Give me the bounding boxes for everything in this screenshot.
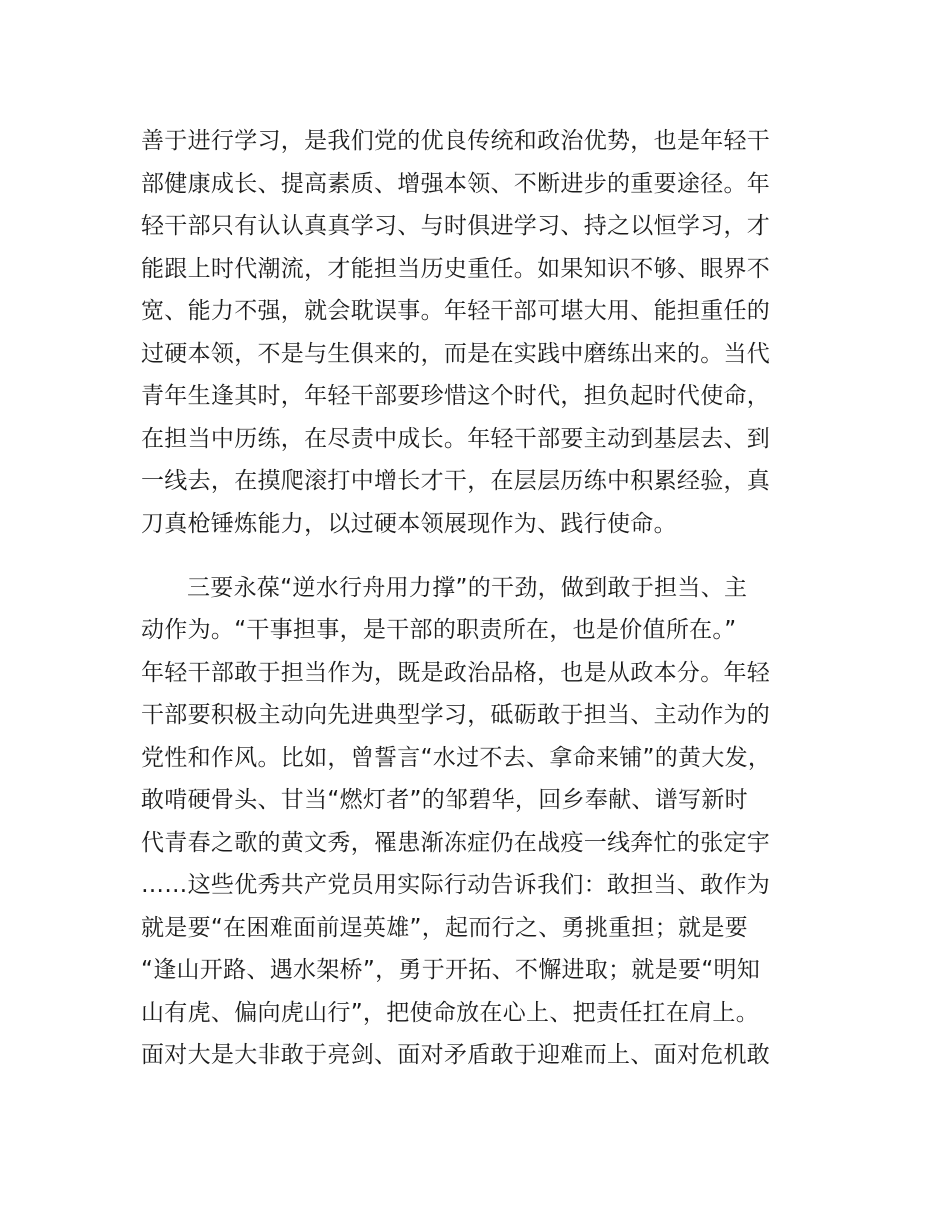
text-line: 三要永葆“逆水行舟用力撑”的干劲，做到敢于担当、主 [187, 575, 748, 601]
text-line: 党性和作风。比如，曾誓言“水过不去、拿命来铺”的黄大发， [141, 745, 772, 771]
text-line: 善于进行学习，是我们党的优良传统和政治优势，也是年轻干 [141, 128, 771, 154]
text-line: 宽、能力不强，就会耽误事。年轻干部可堪大用、能担重任的 [141, 298, 771, 324]
text-line: “逢山开路、遇水架桥”，勇于开拓、不懈进取；就是要“明知 [141, 957, 761, 983]
text-line: 在担当中历练，在尽责中成长。年轻干部要主动到基层去、到 [141, 426, 771, 452]
text-line: 代青春之歌的黄文秀，罹患渐冻症仍在战疫一线奔忙的张定宇 [141, 830, 771, 856]
text-line: 就是要“在困难面前逞英雄”，起而行之、勇挑重担；就是要 [141, 915, 748, 941]
text-line: 年轻干部敢于担当作为，既是政治品格，也是从政本分。年轻 [141, 660, 771, 686]
text-line: 刀真枪锤炼能力，以过硬本领展现作为、践行使命。 [141, 511, 677, 537]
text-line: 能跟上时代潮流，才能担当历史重任。如果知识不够、眼界不 [141, 256, 771, 282]
text-line: 一线去，在摸爬滚打中增长才干，在层层历练中积累经验，真 [141, 468, 771, 494]
text-line: ……这些优秀共产党员用实际行动告诉我们：敢担当、敢作为 [141, 872, 771, 898]
text-line: 干部要积极主动向先进典型学习，砥砺敢于担当、主动作为的 [141, 702, 771, 728]
text-line: 动作为。“干事担事，是干部的职责所在，也是价值所在。” [141, 617, 737, 643]
text-line: 青年生逢其时，年轻干部要珍惜这个时代，担负起时代使命， [141, 383, 771, 409]
text-line: 敢啃硬骨头、甘当“燃灯者”的邹碧华，回乡奉献、谱写新时 [141, 787, 748, 813]
text-line: 部健康成长、提高素质、增强本领、不断进步的重要途径。年 [141, 171, 771, 197]
text-line: 山有虎、偏向虎山行”，把使命放在心上、把责任扛在肩上。 [141, 1000, 760, 1026]
text-line: 过硬本领，不是与生俱来的，而是在实践中磨练出来的。当代 [141, 341, 771, 367]
text-line: 面对大是大非敢于亮剑、面对矛盾敢于迎难而上、面对危机敢 [141, 1042, 771, 1068]
text-line: 轻干部只有认认真真学习、与时俱进学习、持之以恒学习，才 [141, 213, 771, 239]
